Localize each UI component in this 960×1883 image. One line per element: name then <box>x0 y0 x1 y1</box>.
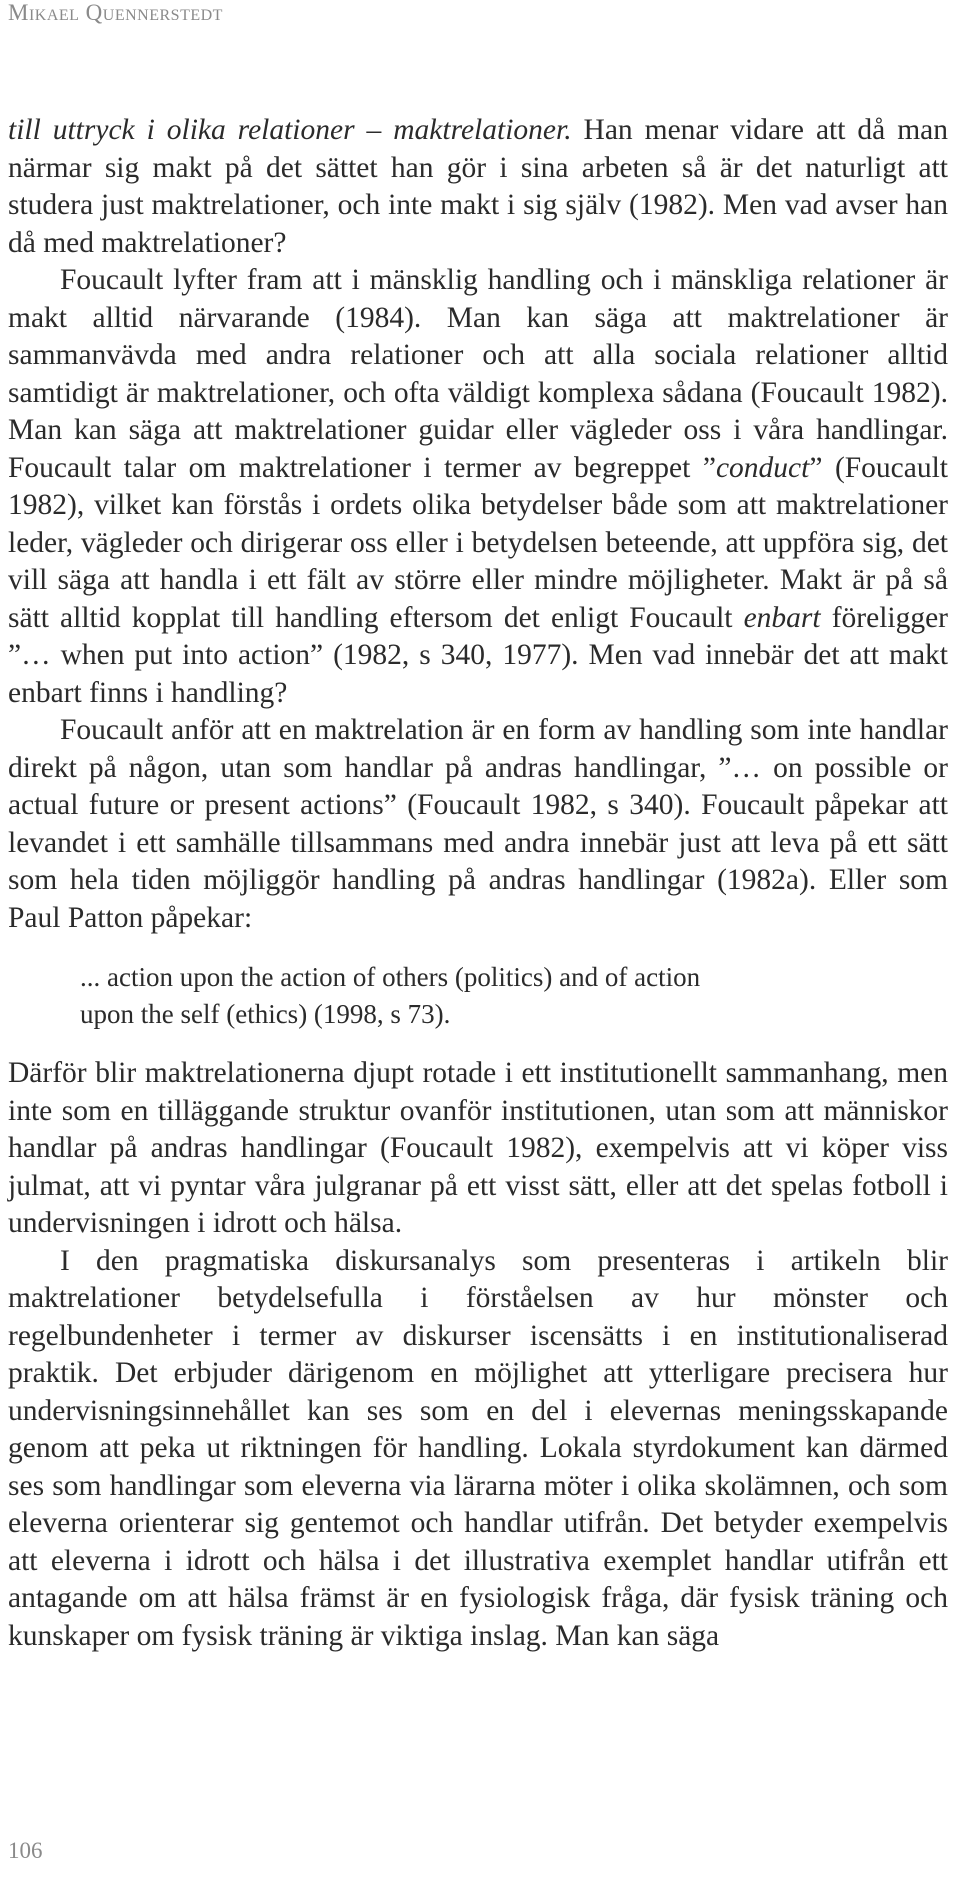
block-quote: ... action upon the action of others (politics) and of action upon the self (ethics) (1998, s 73). <box>80 962 701 1029</box>
paragraph-2-text-b: ” (Foucault 1982), vilket kan förstås i ordets olika betydelser både som att maktrelationer leder, vägleder och dirigerar oss eller i betydelsen beteende, att uppföra sig, det vill säga att handla i ett fält av större eller mindre möjligheter. Makt är på så sätt alltid kopplat till handling eftersom det enligt Foucault <box>8 451 949 634</box>
paragraph-2-text-c: föreligger ”… when put into action” (1982, s 340, 1977). Men vad innebär det att makt enbart finns i handling? <box>8 601 948 709</box>
paragraph-1-text: Han menar vidare att då man närmar sig makt på det sättet han gör i sina arbeten så är det naturligt att studera just maktrelationer, och inte makt i sig själv (1982). Men vad avser han då med maktrelationer? <box>8 114 948 259</box>
italic-phrase: till uttryck i olika relationer – maktrelationer. <box>8 114 572 146</box>
body-text <box>8 112 948 1655</box>
paragraph-5: I den pragmatiska diskursanalys som presenteras i artikeln blir maktrelationer betydelsefulla i förståelsen av hur mönster och regelbundenheter i termer av diskurser iscensätts i en institutionaliserad praktik. Det erbjuder därigenom en möjlighet att ytterligare precisera hur undervisningsinnehållet kan ses som en del i elevernas meningsskapande genom att peka ut riktningen för handling. Lokala styrdokument kan därmed ses som handlingar som eleverna via lärarna möter i olika skolämnen, och som eleverna orienterar sig gentemot och handlar utifrån. Det betyder exempelvis att eleverna i idrott och hälsa i det illustrativa exemplet handlar utifrån ett antagande om att hälsa främst är en fysiologisk fråga, där fysisk träning och kunskaper om fysisk träning är viktiga inslag. Man kan säga <box>8 1244 948 1652</box>
italic-term-enbart: enbart <box>743 601 821 634</box>
paragraph-4: Därför blir maktrelationerna djupt rotade i ett institutionellt sammanhang, men inte som en tilläggande struktur ovanför institutionen, utan som att människor handlar på andras handlingar (Foucault 1982), exempelvis att vi köper viss julmat, att vi pyntar våra julgranar på ett visst sätt, eller att det spelas fotboll i undervisningen i idrott och hälsa. <box>8 1057 948 1239</box>
page-number: 106 <box>8 1838 43 1863</box>
italic-term-conduct: conduct <box>715 451 810 484</box>
paragraph-2-text-a: Foucault lyfter fram att i mänsklig handling och i mänskliga relationer är makt alltid närvarande (1984). Man kan säga att maktrelationer är sammanvävda med andra relationer och att alla sociala relationer alltid samtidigt är maktrelationer, och ofta väldigt komplexa sådana (Foucault 1982). Man kan säga att maktrelationer guidar eller vägleder oss i våra handlingar. Foucault talar om maktrelationer i termer av begreppet ” <box>8 264 948 484</box>
paragraph-2 <box>8 262 948 712</box>
paragraph-1 <box>8 112 948 262</box>
running-header: Mikael Quennerstedt <box>8 0 223 25</box>
paragraph-3: Foucault anför att en maktrelation är en form av handling som inte handlar direkt på någon, utan som handlar på andras handlingar, ”… on possible or actual future or present actions” (Foucault 1982, s 340). Foucault påpekar att levandet i ett samhälle tillsammans med andra innebär just att leva på ett sätt som hela tiden möjliggör handling på andras handlingar (1982a). Eller som Paul Patton påpekar: <box>8 714 948 934</box>
